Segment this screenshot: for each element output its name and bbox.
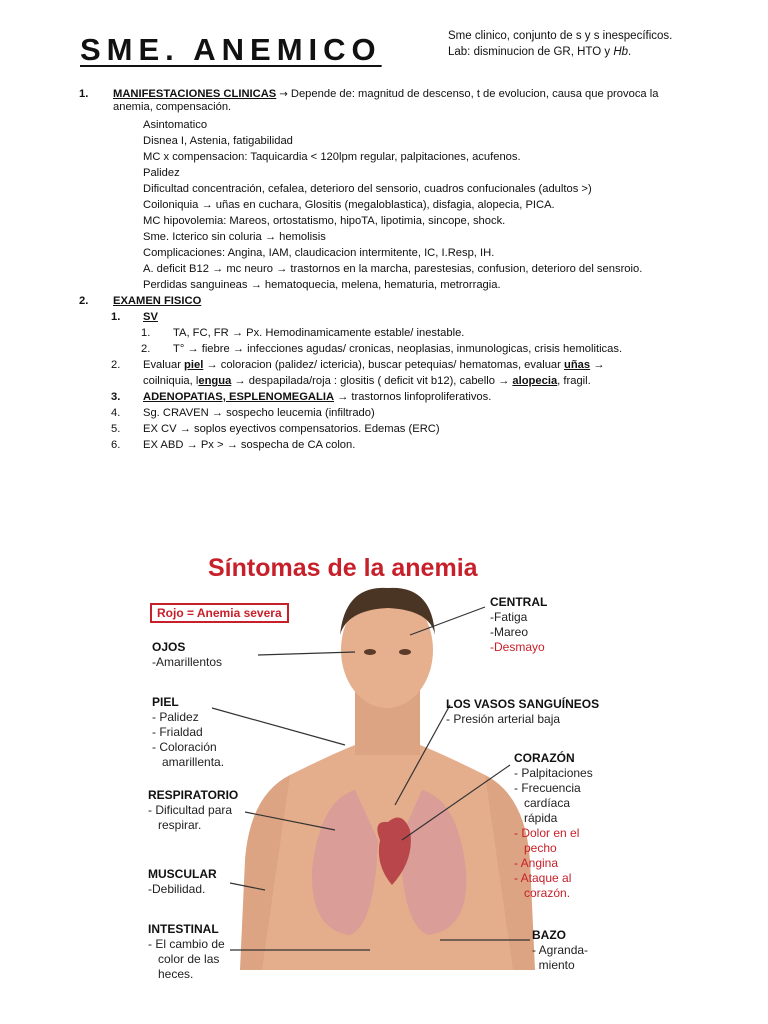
manifestation-item: Palidez [143, 167, 180, 179]
anemia-symptoms-figure [140, 540, 620, 980]
manifestation-item: Sme. Icterico sin coluria → hemolisis [143, 231, 326, 243]
manifestation-item: MC x compensacion: Taquicardia < 120lpm regular, palpitaciones, acufenos. [143, 151, 521, 163]
label-heading: LOS VASOS SANGUÍNEOS [446, 697, 600, 711]
sub-number: 5. [111, 423, 121, 435]
label-line: - Frecuencia [514, 781, 581, 795]
sub-number: 4. [111, 407, 121, 419]
figure-title: Síntomas de la anemia [208, 554, 478, 582]
item-number: 2. [141, 343, 151, 355]
label-line: - Agranda- [532, 943, 589, 957]
leader-ojos [258, 652, 355, 655]
sub-number: 1. [111, 311, 121, 323]
sub-2 [0, 357, 768, 373]
section-heading: EXAMEN FISICO [113, 295, 202, 307]
label-heading: MUSCULAR [148, 867, 217, 881]
label-heading: RESPIRATORIO [148, 788, 239, 802]
sub-number: 3. [111, 391, 121, 403]
text-part: , fragil. [557, 375, 591, 387]
label-line: - Palidez [152, 710, 199, 724]
sub-6 [0, 437, 768, 453]
label-line-severe: - Dolor en el [514, 826, 580, 840]
manifestation-item: Dificultad concentración, cefalea, deterioro del sensorio, cuadros confucionales (adultos >) [143, 183, 592, 195]
label-line: cardíaca [514, 796, 571, 810]
item-text: Sg. CRAVEN → sospecho leucemia (infiltrado) [143, 407, 375, 419]
label-line: - Frialdad [152, 725, 203, 739]
label-line-severe: corazón. [514, 886, 571, 900]
manifestation-item: Coiloniquia → uñas en cuchara, Glositis (megaloblastica), disfagia, alopecia, PICA. [143, 199, 555, 211]
section-1-header [0, 88, 768, 114]
label-line: heces. [148, 967, 194, 981]
sub-heading: SV [143, 311, 158, 323]
label-heading: OJOS [152, 640, 186, 654]
label-central [490, 595, 547, 655]
manifestation-item: Complicaciones: Angina, IAM, claudicacion intermitente, IC, I.Resp, IH. [143, 247, 495, 259]
sub-1-item-2 [0, 341, 768, 357]
piel-emphasis: piel [184, 359, 204, 371]
label-heading: CENTRAL [490, 595, 548, 609]
item-text: → trastornos linfoproliferativos. [334, 391, 492, 403]
label-line: amarillenta. [152, 755, 225, 769]
label-line: rápida [514, 811, 558, 825]
label-line-severe: pecho [514, 841, 557, 855]
manifestation-item: MC hipovolemia: Mareos, ortostatismo, hipoTA, lipotimia, sincope, shock. [143, 215, 506, 227]
label-line-severe: -Desmayo [490, 640, 545, 654]
item-text: TA, FC, FR → Px. Hemodinamicamente estable/ inestable. [173, 327, 465, 339]
alopecia-emphasis: alopecia [512, 375, 558, 387]
manifestation-item: Asintomatico [143, 119, 208, 131]
sub-1-item-1 [0, 325, 768, 341]
label-respiratorio [148, 788, 238, 833]
sub-number: 6. [111, 439, 121, 451]
label-line: -Amarillentos [152, 655, 223, 669]
label-line: - Palpitaciones [514, 766, 593, 780]
label-line: -Fatiga [490, 610, 528, 624]
label-line-severe: - Ataque al [514, 871, 572, 885]
note-line-2: Lab: disminucion de GR, HTO y Hb. [448, 46, 632, 58]
label-line: color de las [148, 952, 220, 966]
right-eye [399, 649, 411, 655]
label-muscular [148, 867, 217, 897]
figure-legend: Rojo = Anemia severa [150, 603, 289, 623]
section-heading: MANIFESTACIONES CLINICAS [113, 88, 277, 100]
label-intestinal [148, 922, 225, 982]
text-part: → despapilada/roja : glositis ( deficit vit b12), cabello → [231, 375, 513, 387]
label-line: - Presión arterial baja [446, 712, 561, 726]
left-eye [364, 649, 376, 655]
sub-5 [0, 421, 768, 437]
item-text: EX CV → soplos eyectivos compensatorios. Edemas (ERC) [143, 423, 440, 435]
text-part: Evaluar [143, 359, 185, 371]
sub-number: 2. [111, 359, 121, 371]
manifestation-item: Perdidas sanguineas → hematoquecia, melena, hematuria, metrorragia. [143, 279, 501, 291]
label-ojos [152, 640, 222, 670]
section-number: 1. [79, 88, 89, 100]
text-part: → coloracion (palidez/ ictericia), buscar petequias/ hematomas, evaluar [203, 359, 564, 371]
section-number: 2. [79, 295, 89, 307]
unas-emphasis: uñas [563, 359, 591, 371]
label-line: - El cambio de [148, 937, 225, 951]
lengua-emphasis: engua [198, 375, 232, 387]
sub-heading: ADENOPATIAS, ESPLENOMEGALIA [143, 391, 335, 403]
label-line: - Dificultad para [148, 803, 233, 817]
leader-piel [212, 708, 345, 745]
sub-2-cont [0, 373, 768, 389]
section-description: Depende de: magnitud de descenso, t de evolucion, causa que provoca la anemia, compensación. [113, 88, 659, 113]
label-line: respirar. [148, 818, 202, 832]
section-2-header [0, 293, 768, 309]
section-1-items [0, 117, 768, 293]
item-text: T° → fiebre → infecciones agudas/ cronicas, neoplasias, inmunologicas, crisis hemoliticas. [173, 343, 623, 355]
sub-4 [0, 405, 768, 421]
manifestation-item: A. deficit B12 → mc neuro → trastornos en la marcha, parestesias, confusion, deterioro del sensroio. [143, 263, 643, 275]
label-heading: CORAZÓN [514, 751, 575, 765]
label-line: miento [532, 958, 575, 972]
item-text: EX ABD → Px > → sospecha de CA colon. [143, 439, 356, 451]
page-title: SME. ANEMICO [80, 32, 382, 67]
manifestation-item: Disnea I, Astenia, fatigabilidad [143, 135, 293, 147]
label-heading: BAZO [532, 928, 566, 942]
label-heading: INTESTINAL [148, 922, 219, 936]
label-line: - Coloración [152, 740, 217, 754]
header-note [448, 28, 672, 60]
sub-1-header [0, 309, 768, 325]
label-line: -Debilidad. [148, 882, 206, 896]
label-vasos [446, 697, 599, 727]
sub-3 [0, 389, 768, 405]
label-line: -Mareo [490, 625, 529, 639]
label-heading: PIEL [152, 695, 179, 709]
label-corazon [514, 751, 593, 901]
label-piel [152, 695, 224, 770]
arrow-icon: → [279, 89, 288, 100]
label-line-severe: - Angina [514, 856, 559, 870]
note-line-1: Sme clinico, conjunto de s y s inespecíficos. [448, 30, 673, 42]
item-number: 1. [141, 327, 151, 339]
content-list [0, 88, 768, 453]
text-part: → [590, 359, 605, 371]
text-part: coilniquia, l [143, 375, 199, 387]
label-bazo [532, 928, 588, 973]
